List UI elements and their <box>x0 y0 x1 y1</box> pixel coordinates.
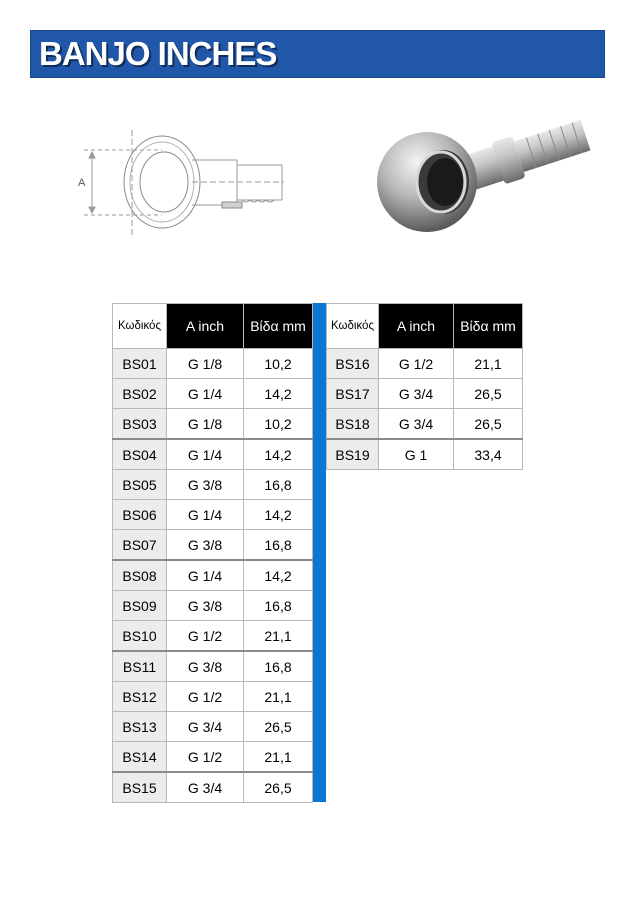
cell-thread-mm: 16,8 <box>244 591 313 621</box>
table-header-row <box>113 304 313 349</box>
cell-a-inch: G 3/4 <box>167 712 244 742</box>
table-row <box>327 439 523 470</box>
cell-a-inch: G 1/4 <box>167 560 244 591</box>
cell-code: BS18 <box>327 409 379 440</box>
spec-table-right <box>326 303 523 470</box>
table-row <box>327 379 523 409</box>
table-row <box>113 349 313 379</box>
cell-a-inch: G 1/2 <box>167 682 244 712</box>
table-row <box>327 349 523 379</box>
cell-a-inch: G 1/4 <box>167 379 244 409</box>
header-a-inch: A inch <box>379 304 454 349</box>
cell-a-inch: G 1 <box>379 439 454 470</box>
cell-thread-mm: 14,2 <box>244 439 313 470</box>
banjo-technical-drawing <box>72 120 292 245</box>
cell-code: BS14 <box>113 742 167 773</box>
cell-thread-mm: 16,8 <box>244 530 313 561</box>
cell-code: BS16 <box>327 349 379 379</box>
table-row <box>113 409 313 440</box>
header-code: Κωδικός <box>327 304 379 349</box>
table-row <box>113 772 313 803</box>
cell-a-inch: G 3/8 <box>167 651 244 682</box>
table-row <box>113 682 313 712</box>
cell-a-inch: G 3/8 <box>167 470 244 500</box>
spec-table-left <box>112 303 313 803</box>
cell-code: BS10 <box>113 621 167 652</box>
header-a-inch: A inch <box>167 304 244 349</box>
cell-code: BS02 <box>113 379 167 409</box>
cell-code: BS13 <box>113 712 167 742</box>
cell-a-inch: G 3/4 <box>379 409 454 440</box>
cell-code: BS01 <box>113 349 167 379</box>
cell-a-inch: G 1/4 <box>167 439 244 470</box>
cell-thread-mm: 26,5 <box>244 772 313 803</box>
banjo-fitting-photo <box>365 110 605 235</box>
cell-thread-mm: 21,1 <box>244 742 313 773</box>
cell-code: BS11 <box>113 651 167 682</box>
blue-divider-strip <box>311 303 326 802</box>
cell-thread-mm: 14,2 <box>244 500 313 530</box>
cell-a-inch: G 1/8 <box>167 409 244 440</box>
cell-thread-mm: 14,2 <box>244 379 313 409</box>
cell-thread-mm: 10,2 <box>244 409 313 440</box>
table-row <box>113 621 313 652</box>
cell-code: BS07 <box>113 530 167 561</box>
cell-thread-mm: 21,1 <box>454 349 523 379</box>
cell-code: BS12 <box>113 682 167 712</box>
table-row <box>113 470 313 500</box>
header-thread-mm: Βίδα mm <box>454 304 523 349</box>
table-row <box>113 712 313 742</box>
table-row <box>113 500 313 530</box>
title-banner <box>30 30 605 78</box>
cell-a-inch: G 3/8 <box>167 530 244 561</box>
dimension-a-label: A <box>78 177 86 189</box>
table-row <box>327 409 523 440</box>
header-thread-mm: Βίδα mm <box>244 304 313 349</box>
cell-a-inch: G 3/8 <box>167 591 244 621</box>
table-row <box>113 379 313 409</box>
table-row <box>113 560 313 591</box>
cell-code: BS17 <box>327 379 379 409</box>
table-row <box>113 530 313 561</box>
cell-code: BS03 <box>113 409 167 440</box>
cell-code: BS19 <box>327 439 379 470</box>
cell-thread-mm: 33,4 <box>454 439 523 470</box>
page-title: BANJO INCHES <box>39 35 277 72</box>
cell-code: BS15 <box>113 772 167 803</box>
cell-a-inch: G 3/4 <box>167 772 244 803</box>
cell-thread-mm: 10,2 <box>244 349 313 379</box>
header-code: Κωδικός <box>113 304 167 349</box>
cell-thread-mm: 14,2 <box>244 560 313 591</box>
cell-a-inch: G 1/2 <box>167 621 244 652</box>
cell-thread-mm: 21,1 <box>244 682 313 712</box>
table-row <box>113 439 313 470</box>
cell-a-inch: G 1/4 <box>167 500 244 530</box>
cell-a-inch: G 1/2 <box>167 742 244 773</box>
cell-thread-mm: 16,8 <box>244 470 313 500</box>
cell-code: BS06 <box>113 500 167 530</box>
cell-a-inch: G 1/8 <box>167 349 244 379</box>
cell-thread-mm: 26,5 <box>244 712 313 742</box>
table-row <box>113 651 313 682</box>
cell-thread-mm: 26,5 <box>454 379 523 409</box>
cell-a-inch: G 1/2 <box>379 349 454 379</box>
cell-a-inch: G 3/4 <box>379 379 454 409</box>
cell-thread-mm: 16,8 <box>244 651 313 682</box>
cell-code: BS04 <box>113 439 167 470</box>
cell-code: BS08 <box>113 560 167 591</box>
cell-thread-mm: 26,5 <box>454 409 523 440</box>
cell-code: BS09 <box>113 591 167 621</box>
cell-code: BS05 <box>113 470 167 500</box>
table-row <box>113 742 313 773</box>
cell-thread-mm: 21,1 <box>244 621 313 652</box>
table-header-row <box>327 304 523 349</box>
table-row <box>113 591 313 621</box>
